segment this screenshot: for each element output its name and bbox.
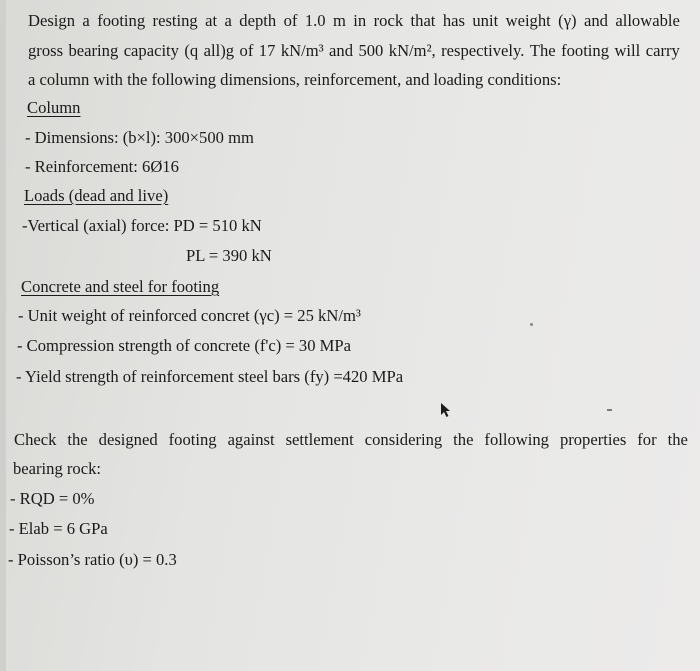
intro-line-2-word: 17	[258, 41, 276, 60]
loads-heading: Loads (dead and live)	[24, 186, 169, 205]
concrete-compression-strength: - Compression strength of concrete (f'c) = 30 MPa	[17, 336, 351, 355]
rock-elab: - Elab = 6 GPa	[9, 519, 108, 538]
cursor-arrow-icon	[440, 402, 452, 418]
intro-line-1-word: m	[332, 11, 346, 30]
check-line-1-word: properties	[559, 430, 627, 449]
check-line-1-word: Check	[14, 430, 57, 449]
intro-line-1-word: footing	[97, 11, 146, 30]
check-line-1	[14, 429, 688, 451]
intro-line-3: a column with the following dimensions, reinforcement, and loading conditions:	[28, 70, 562, 89]
intro-line-1-word: rock	[373, 11, 404, 30]
intro-line-1-word: at	[205, 11, 218, 30]
intro-line-1	[28, 10, 680, 32]
loads-live-force: PL = 390 kN	[186, 246, 272, 265]
intro-line-2-word: of	[239, 41, 254, 60]
check-line-1-word: the	[453, 430, 474, 449]
intro-line-1-word: depth	[239, 11, 277, 30]
concrete-heading: Concrete and steel for footing	[21, 277, 220, 296]
intro-line-2-word: kN/m²,	[388, 41, 436, 60]
intro-line-1-word: a	[224, 11, 232, 30]
check-line-1-word: settlement	[285, 430, 354, 449]
check-line-1-word: the	[667, 430, 688, 449]
intro-line-2-word: The	[529, 41, 556, 60]
intro-line-1-word: that	[410, 11, 436, 30]
intro-line-1-word: (γ)	[558, 11, 577, 30]
intro-line-1-word: unit	[472, 11, 499, 30]
concrete-unit-weight: - Unit weight of reinforced concret (γc) = 25 kN/m³	[18, 306, 361, 325]
check-line-1-word: the	[67, 430, 88, 449]
intro-line-2-word: capacity	[123, 41, 179, 60]
loads-vertical-force: -Vertical (axial) force: PD = 510 kN	[22, 216, 262, 235]
intro-line-2-word: footing	[561, 41, 610, 60]
check-line-1-word: following	[484, 430, 549, 449]
intro-line-2-word: 500	[358, 41, 384, 60]
steel-yield-strength: - Yield strength of reinforcement steel bars (fy) =420 MPa	[16, 367, 404, 386]
intro-line-1-word: in	[353, 11, 367, 30]
intro-line-2-word: will	[614, 41, 641, 60]
intro-line-2-word: carry	[645, 41, 680, 60]
intro-line-1-word: a	[82, 11, 90, 30]
intro-line-2-word: respectively.	[441, 41, 525, 60]
intro-line-1-word: weight	[505, 11, 551, 30]
check-line-1-word: for	[637, 430, 657, 449]
intro-line-1-word: Design	[28, 11, 76, 30]
rock-poisson-ratio: - Poisson’s ratio (υ) = 0.3	[8, 550, 177, 569]
intro-line-1-word: and	[583, 11, 608, 30]
stray-mark	[607, 409, 612, 411]
intro-line-1-word: 1.0	[304, 11, 326, 30]
intro-line-2-word: gross	[28, 41, 64, 60]
intro-line-1-word: has	[442, 11, 465, 30]
intro-line-1-word: of	[283, 11, 298, 30]
column-heading: Column	[27, 98, 81, 117]
check-line-1-word: footing	[168, 430, 217, 449]
check-line-1-word: designed	[98, 430, 158, 449]
intro-line-2-word: (q	[184, 41, 199, 60]
intro-line-2-word: bearing	[68, 41, 119, 60]
check-line-2: bearing rock:	[13, 459, 102, 478]
intro-line-2-word: kN/m³	[280, 41, 324, 60]
stray-dot	[530, 323, 533, 326]
intro-line-2-word: and	[329, 41, 354, 60]
check-line-1-word: against	[227, 430, 275, 449]
intro-line-2	[28, 40, 680, 62]
column-dimensions: - Dimensions: (b×l): 300×500 mm	[25, 128, 254, 147]
intro-line-2-word: all)g	[203, 41, 235, 60]
check-line-1-word: considering	[364, 430, 443, 449]
rock-rqd: - RQD = 0%	[10, 489, 95, 508]
column-reinforcement: - Reinforcement: 6Ø16	[25, 157, 179, 176]
intro-line-1-word: resting	[152, 11, 198, 30]
intro-line-1-word: allowable	[615, 11, 680, 30]
